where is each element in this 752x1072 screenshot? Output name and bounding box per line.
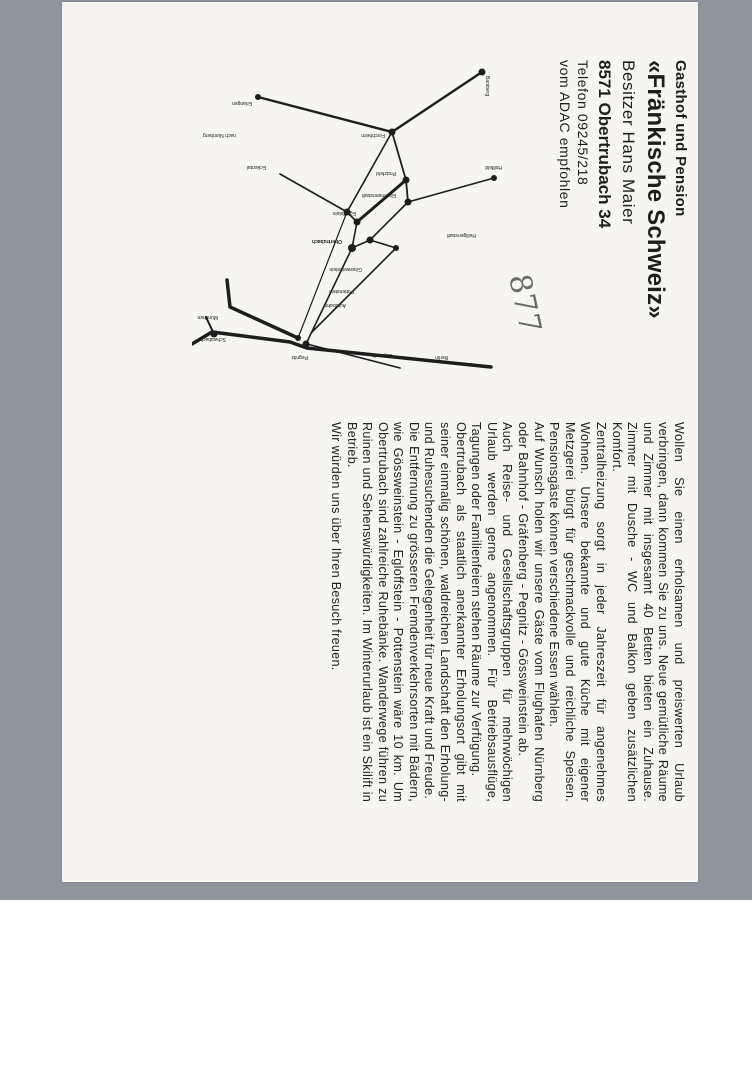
body-paragraph-4: Auch Reise- und Gesellschaftsgruppen für mehrwöchigen Urlaub werden gerne angenommen. Für Betriebsausflüge, Tagungen oder Familienfeiern stehen Räume zur Verfügung. bbox=[469, 422, 515, 802]
road-obertrubach-pegnitz bbox=[306, 248, 352, 344]
label-pottenstein: Pottenstein bbox=[328, 288, 354, 294]
dot-egloffstein bbox=[354, 219, 361, 226]
label-heiligenstadt: Heiligenstadt bbox=[447, 232, 476, 238]
body-paragraph-6: Die Entfernung zu grösseren Fremdenverkehrsorten mit Bädern, wie Gössweinstein - Egloffstein - Pottenstein wäre 10 km. Um Obertrubach sind zahlreiche Ruhebänke. Wanderwege führen zu Ruinen und Sehenswürdigkeiten. Im Winterurlaub ist ein Skilift in Betrieb. bbox=[344, 422, 421, 803]
label-ebermannstadt: Ebermannstadt bbox=[362, 192, 396, 198]
body-paragraph-3: Auf Wunsch holen wir unsere Gäste vom Flughafen Nürnberg oder Bahnhof - Gräfenberg - Pegnitz - Gössweinstein ab. bbox=[516, 422, 546, 802]
road-map bbox=[192, 62, 512, 402]
dot-pottenstein bbox=[393, 245, 399, 251]
label-pretzfeld: Pretzfeld bbox=[376, 170, 396, 176]
label-muenchen: München bbox=[197, 314, 218, 320]
autobahn-berlin-muenchen bbox=[192, 332, 491, 367]
header-owner: Besitzer Hans Maier bbox=[619, 60, 638, 225]
label-nuernberg: nach Nürnberg bbox=[202, 132, 236, 138]
dot-nuernberg bbox=[295, 335, 301, 341]
header-address: 8571 Obertrubach 34 bbox=[595, 60, 614, 229]
label-bayreuth: Bayreuth bbox=[371, 352, 392, 358]
handwritten-number: 877 bbox=[501, 271, 548, 338]
body-paragraph-5: Obertrubach als staatlich anerkannter Erholungsort gibt mit seiner einmalig schönen, waldreichen Landschaft den Erholung- und Ruhesuchenden die Gelegenheit für neue Kraft und Freude. bbox=[422, 422, 468, 802]
dot-obertrubach bbox=[348, 244, 356, 252]
dot-pegnitz bbox=[303, 341, 310, 348]
road-goessweinstein-pottenstein bbox=[370, 240, 396, 248]
road-eckental-graefenberg bbox=[280, 174, 347, 212]
autobahn-nuernberg-pegnitz bbox=[227, 280, 298, 338]
dot-ebermannstadt bbox=[405, 199, 412, 206]
label-pegnitz: Pegnitz bbox=[291, 354, 308, 360]
postcard bbox=[62, 2, 698, 882]
rotated-card-content bbox=[76, 12, 696, 880]
road-ebermannstadt-hollfeld bbox=[408, 178, 494, 202]
body-paragraph-1: Wollen Sie einen erholsamen und preiswerten Urlaub verbringen, dann kommen Sie zu uns. Neue gemütliche Räume und Zimmer mit insgesamt 40 Betten bieten ein Zuhause. Zimmer mit Dusche - WC und Balkon geben zusätzlichen Komfort. bbox=[609, 422, 686, 802]
body-paragraph-7: Wir würden uns über Ihren Besuch freuen. bbox=[328, 422, 343, 671]
label-obertrubach: Obertrubach bbox=[311, 238, 342, 244]
label-erlangen: Erlangen bbox=[231, 100, 252, 106]
label-hollfeld: Hollfeld bbox=[485, 164, 502, 170]
dot-hollfeld bbox=[491, 175, 497, 181]
header-adac: vom ADAC empfohlen bbox=[557, 60, 573, 209]
label-forchheim: Forchheim bbox=[361, 132, 385, 138]
road-bamberg-forchheim bbox=[392, 72, 482, 132]
label-bamberg: Bamberg bbox=[484, 76, 490, 97]
label-schwabach: Schwabach bbox=[200, 336, 226, 342]
label-eckental: Eckental bbox=[246, 164, 266, 170]
dot-goessweinstein bbox=[367, 237, 374, 244]
dot-erlangen bbox=[255, 94, 261, 100]
label-goessweinstein: Gössweinstein bbox=[329, 266, 362, 272]
header-block bbox=[556, 60, 690, 440]
body-text bbox=[327, 422, 686, 802]
body-paragraph-2: Zentralheizung sorgt in jeder Jahreszeit für angenehmes Wohnen. Unsere bekannte und gute Küche mit eigener Metzgerei bürgt für geschmackvolle und reichliche Speisen. Pensionsgäste können verschiedene Essen wählen. bbox=[547, 422, 609, 802]
label-berlin: Berlin bbox=[435, 354, 448, 360]
header-title: «Fränkische Schweiz» bbox=[642, 60, 669, 319]
dot-bamberg bbox=[479, 69, 486, 76]
header-line-gasthof: Gasthof und Pension bbox=[672, 60, 689, 217]
dot-pretzfeld bbox=[403, 177, 410, 184]
road-erlangen-forchheim bbox=[258, 97, 392, 132]
road-pretzfeld-egloffstein bbox=[357, 180, 406, 222]
label-egloffstein: Egloffstein bbox=[332, 210, 356, 216]
header-phone: Telefon 09245/218 bbox=[575, 60, 591, 186]
label-autobahn: Autobahn bbox=[324, 302, 346, 308]
dot-forchheim bbox=[389, 129, 396, 136]
